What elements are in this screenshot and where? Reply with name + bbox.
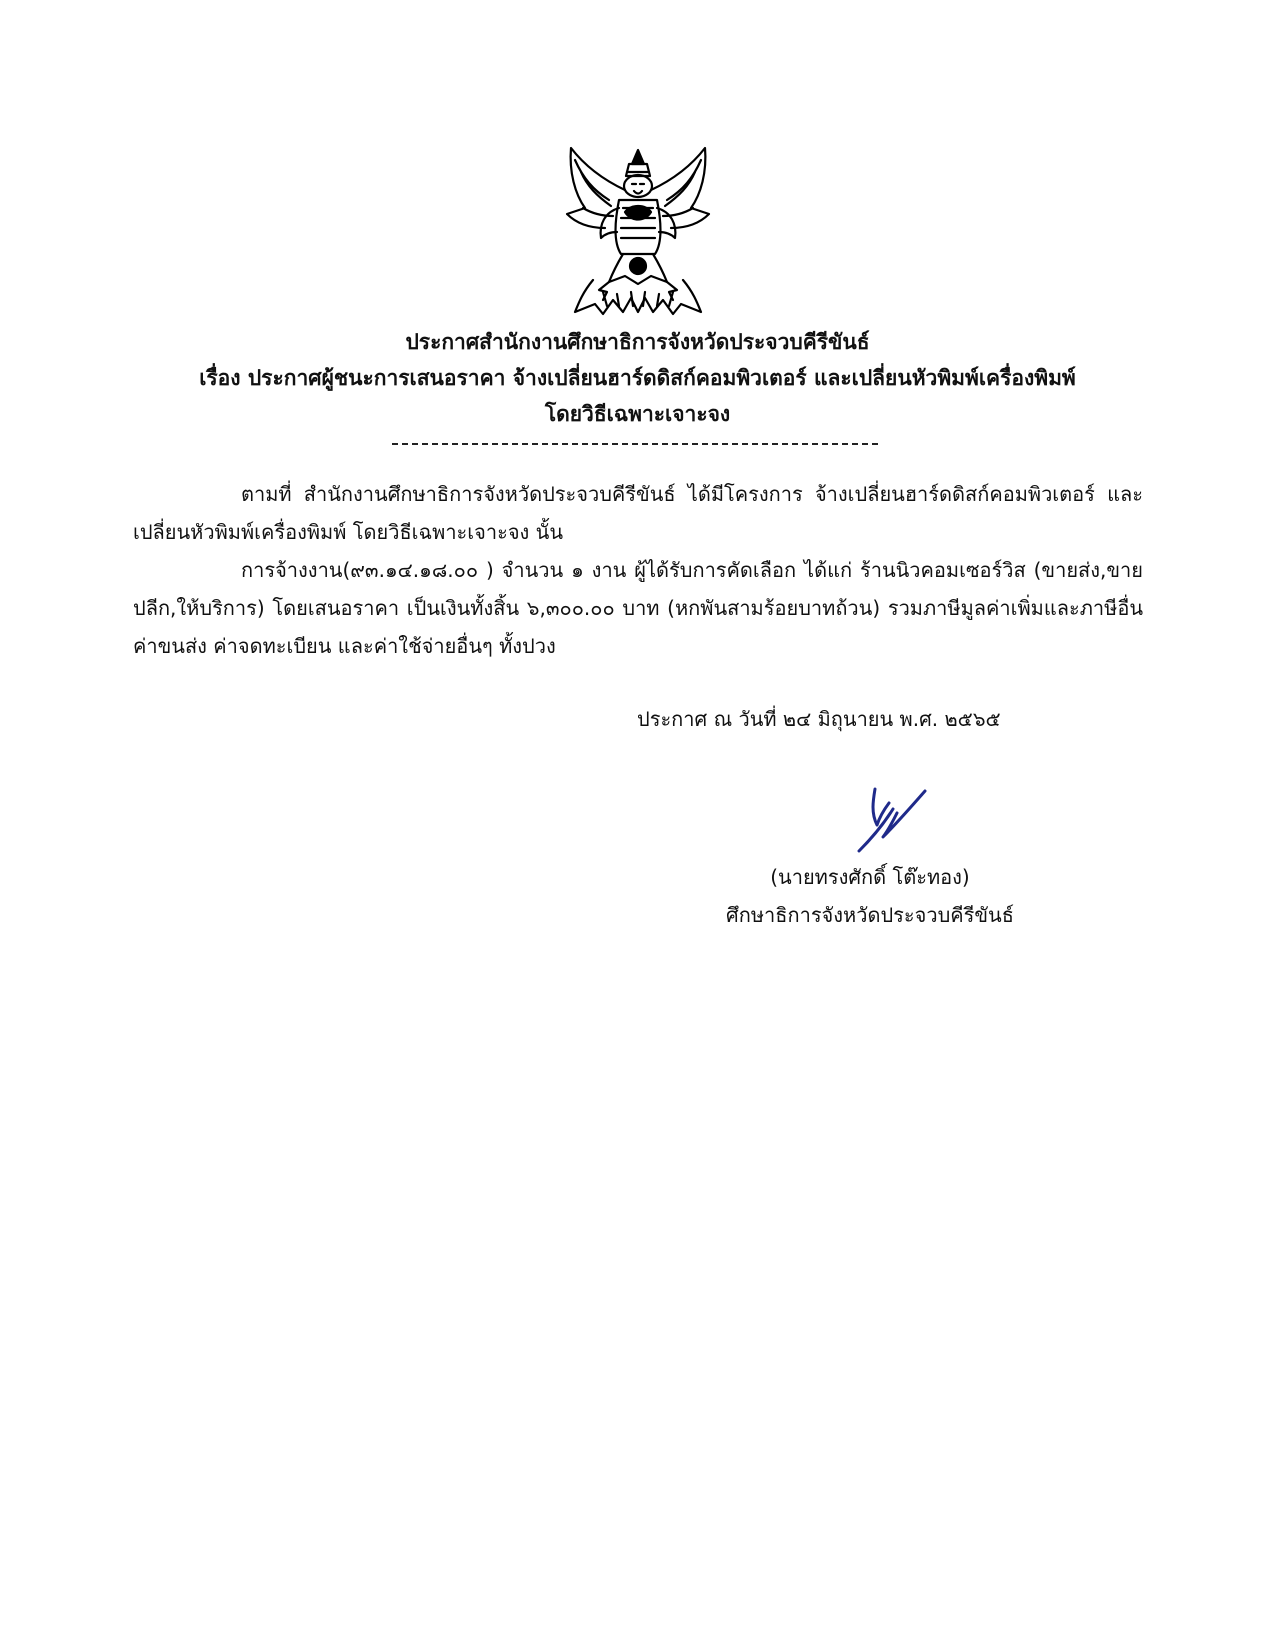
body-paragraph-2: การจ้างงาน(๙๓.๑๔.๑๘.๐๐ ) จำนวน ๑ งาน ผู้ได้รับการคัดเลือก ได้แก่ ร้านนิวคอมเซอร์วิส (ขายส่ง,ขายปลีก,ให้บริการ) โดยเสนอราคา เป็นเงินทั้งสิ้น ๖,๓๐๐.๐๐ บาท (หกพันสามร้อยบาทถ้วน) รวมภาษีมูลค่าเพิ่มและภาษีอื่น ค่าขนส่ง ค่าจดทะเบียน และค่าใช้จ่ายอื่นๆ ทั้งปวง bbox=[133, 558, 1143, 658]
body-paragraph-1: ตามที่ สำนักงานศึกษาธิการจังหวัดประจวบคีรีขันธ์ ได้มีโครงการ จ้างเปลี่ยนฮาร์ดดิสก์คอมพิวเตอร์ และเปลี่ยนหัวพิมพ์เครื่องพิมพ์ โดยวิธีเฉพาะเจาะจง นั้น bbox=[133, 482, 1143, 544]
divider-line bbox=[392, 443, 878, 445]
signer-name: (นายทรงศักดิ์ โต๊ะทอง) bbox=[770, 865, 970, 889]
announcement-subject: เรื่อง ประกาศผู้ชนะการเสนอราคา จ้างเปลี่ยนฮาร์ดดิสก์คอมพิวเตอร์ และเปลี่ยนหัวพิมพ์เครื่องพิมพ์ bbox=[199, 366, 1076, 390]
garuda-emblem-icon bbox=[553, 142, 723, 322]
signer-position: ศึกษาธิการจังหวัดประจวบคีรีขันธ์ bbox=[726, 903, 1014, 927]
announcement-method: โดยวิธีเฉพาะเจาะจง bbox=[544, 402, 731, 426]
signature-icon bbox=[853, 785, 933, 855]
announcement-title: ประกาศสำนักงานศึกษาธิการจังหวัดประจวบคีรีขันธ์ bbox=[405, 330, 870, 354]
announcement-date: ประกาศ ณ วันที่ ๒๔ มิถุนายน พ.ศ. ๒๕๖๕ bbox=[637, 707, 1001, 731]
